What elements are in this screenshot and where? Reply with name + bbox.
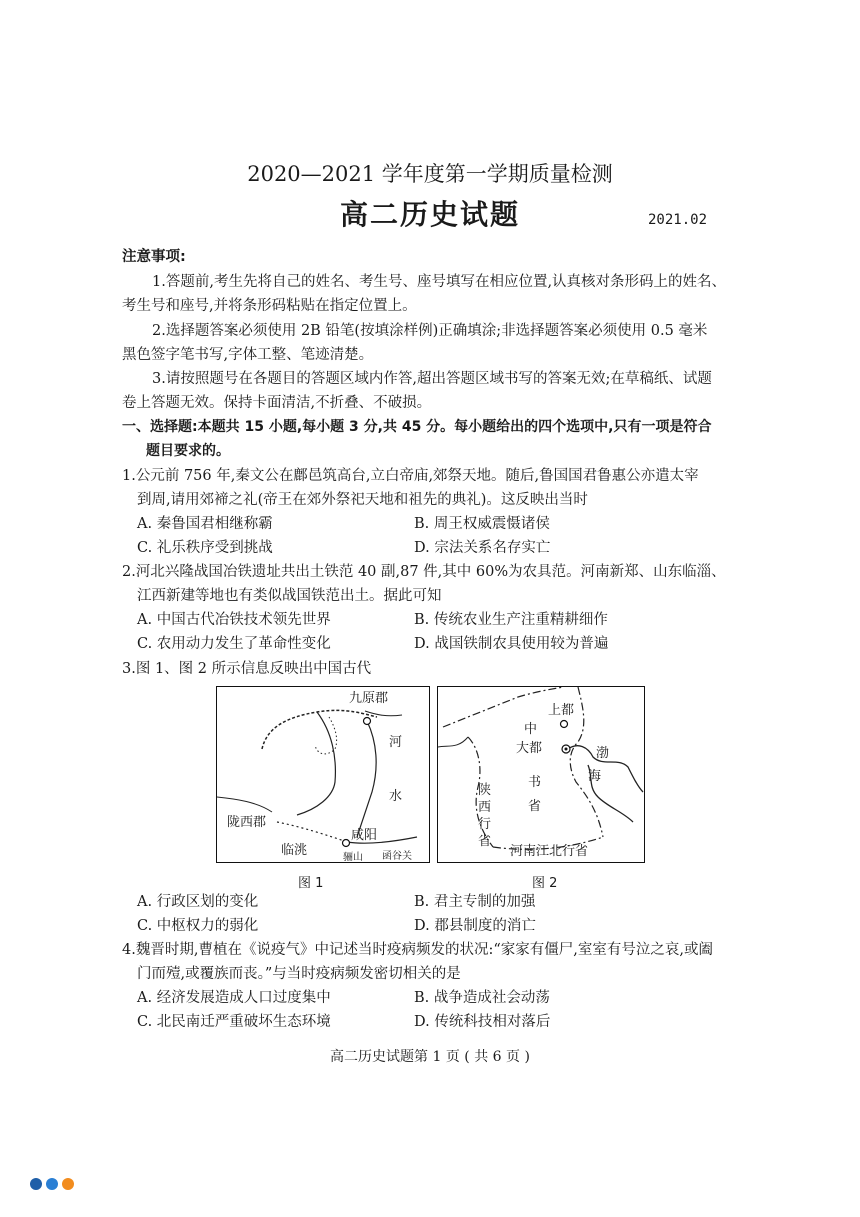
option-d: D. 传统科技相对落后 xyxy=(414,1014,551,1030)
figure-1-drawing xyxy=(217,687,429,862)
map-label: 水 xyxy=(389,789,403,804)
question-stem: 2.河北兴隆战国冶铁遗址共出土铁范 40 副,87 件,其中 60%为农具范。河南新郑、山东临淄、 xyxy=(122,564,726,580)
map-label: 省 xyxy=(528,799,542,814)
notes-line: 3.请按照题号在各题目的答题区域内作答,超出答题区域书写的答案无效;在草稿纸、试题 xyxy=(152,371,712,387)
map-label: 河南江北行省 xyxy=(510,844,589,859)
option-d: D. 宗法关系名存实亡 xyxy=(414,540,551,556)
page-footer: 高二历史试题第 1 页 ( 共 6 页 ) xyxy=(330,1049,530,1065)
map-label: 行 xyxy=(478,817,492,832)
option-b: B. 战争造成社会动荡 xyxy=(414,990,550,1006)
brand-dot-icon xyxy=(62,1178,74,1190)
exam-heading: 2020—2021 学年度第一学期质量检测 xyxy=(247,162,613,186)
question-stem: 门而殪,或覆族而丧。”与当时疫病频发密切相关的是 xyxy=(137,966,461,982)
option-c: C. 北民南迁严重破坏生态环境 xyxy=(137,1014,331,1030)
brand-dot-icon xyxy=(30,1178,42,1190)
map-label: 海 xyxy=(588,769,602,784)
map-label: 函谷关 xyxy=(382,851,412,862)
map-label: 西 xyxy=(478,800,492,815)
option-b: B. 周王权威震慑诸侯 xyxy=(414,516,550,532)
option-a: A. 中国古代冶铁技术领先世界 xyxy=(137,612,331,628)
exam-title: 高二历史试题 xyxy=(339,198,520,231)
map-label: 临洮 xyxy=(281,843,308,858)
option-c: C. 中枢权力的弱化 xyxy=(137,918,259,934)
figure-1-map xyxy=(216,686,430,863)
section-heading: 一、选择题:本题共 15 小题,每小题 3 分,共 45 分。每小题给出的四个选项中,只有一项是符合 xyxy=(122,419,712,435)
map-label: 九原郡 xyxy=(349,691,389,706)
option-a: A. 秦鲁国君相继称霸 xyxy=(137,516,273,532)
notes-title: 注意事项: xyxy=(122,249,186,265)
notes-line: 黑色签字笔书写,字体工整、笔迹清楚。 xyxy=(122,347,374,363)
map-label: 上都 xyxy=(548,703,575,718)
map-label: 河 xyxy=(389,735,403,750)
notes-line: 考生号和座号,并将条形码粘贴在指定位置上。 xyxy=(122,298,417,314)
figure-1-caption: 图 1 xyxy=(298,876,324,891)
notes-line: 1.答题前,考生先将自己的姓名、考生号、座号填写在相应位置,认真核对条形码上的姓名、 xyxy=(152,274,727,290)
option-c: C. 农用动力发生了革命性变化 xyxy=(137,636,331,652)
option-b: B. 传统农业生产注重精耕细作 xyxy=(414,612,608,628)
map-label: 大都 xyxy=(516,741,543,756)
option-c: C. 礼乐秩序受到挑战 xyxy=(137,540,273,556)
exam-date: 2021.02 xyxy=(648,212,708,228)
map-label: 渤 xyxy=(596,746,610,761)
map-label: 省 xyxy=(478,834,492,849)
question-stem: 江西新建等地也有类似战国铁范出土。据此可知 xyxy=(137,588,442,604)
option-a: A. 行政区划的变化 xyxy=(137,894,259,910)
question-stem: 3.图 1、图 2 所示信息反映出中国古代 xyxy=(122,661,372,677)
figure-2-map xyxy=(437,686,645,863)
option-d: D. 郡县制度的消亡 xyxy=(414,918,536,934)
map-label: 骊山 xyxy=(343,852,363,863)
notes-line: 卷上答题无效。保持卡面清洁,不折叠、不破损。 xyxy=(122,395,432,411)
map-label: 陇西郡 xyxy=(227,815,267,830)
question-stem: 到周,请用郊褅之礼(帝王在郊外祭祀天地和祖先的典礼)。这反映出当时 xyxy=(137,492,588,508)
map-label: 中 xyxy=(524,722,538,737)
brand-dot-icon xyxy=(46,1178,58,1190)
notes-line: 2.选择题答案必须使用 2B 铅笔(按填涂样例)正确填涂;非选择题答案必须使用 0.5 毫米 xyxy=(152,323,708,339)
map-label: 书 xyxy=(528,775,542,790)
figure-2-caption: 图 2 xyxy=(532,876,558,891)
question-stem: 4.魏晋时期,曹植在《说疫气》中记述当时疫病频发的状况:“家家有僵尸,室室有号泣之哀,或阖 xyxy=(122,942,713,958)
question-stem: 1.公元前 756 年,秦文公在鄜邑筑高台,立白帝庙,郊祭天地。随后,鲁国国君鲁惠公亦遣太宰 xyxy=(122,468,699,484)
option-d: D. 战国铁制农具使用较为普遍 xyxy=(414,636,609,652)
map-label: 陕 xyxy=(478,783,492,798)
section-heading-cont: 题目要求的。 xyxy=(146,443,230,459)
map-label: 咸阳 xyxy=(351,828,378,843)
option-a: A. 经济发展造成人口过度集中 xyxy=(137,990,331,1006)
option-b: B. 君主专制的加强 xyxy=(414,894,536,910)
